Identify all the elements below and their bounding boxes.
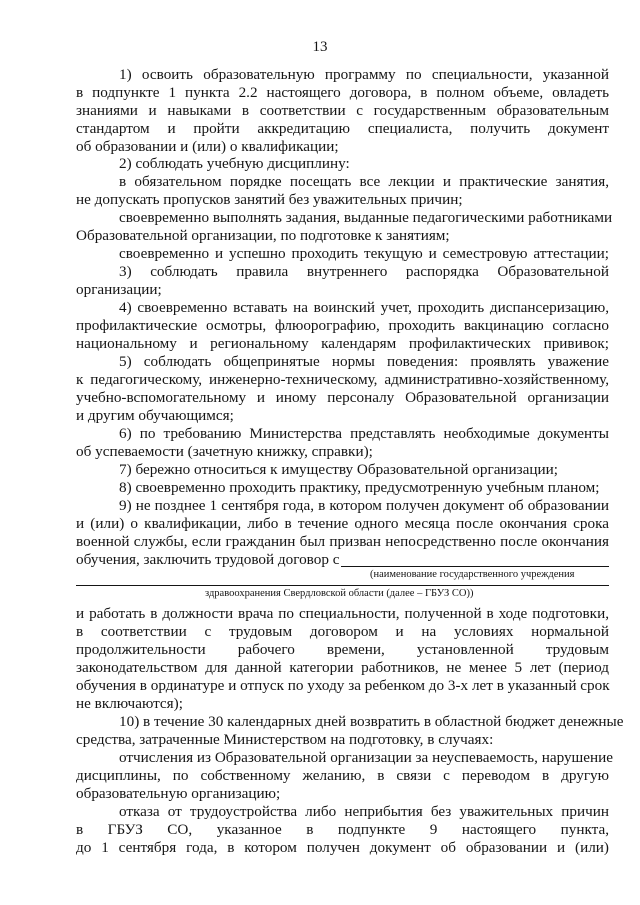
- text-line: 9) не позднее 1 сентября года, в котором получен документ об образовании: [119, 497, 609, 514]
- text-line: в обязательном порядке посещать все лекции и практические занятия,: [119, 173, 609, 190]
- text-line: организации;: [76, 281, 162, 298]
- text-line: 1) освоить образовательную программу по специальности, указанной: [119, 66, 609, 83]
- text-line: 7) бережно относиться к имуществу Образовательной организации;: [119, 461, 559, 478]
- text-line: об успеваемости (зачетную книжку, справки);: [76, 443, 373, 460]
- text-line: не допускать пропусков занятий без уважительных причин;: [76, 191, 463, 208]
- fill-in-blank-line: [76, 585, 609, 586]
- text-line: об образовании и (или) о квалификации;: [76, 138, 339, 155]
- text-line: и работать в должности врача по специальности, полученной в ходе подготовки,: [76, 605, 609, 622]
- text-line: 8) своевременно проходить практику, предусмотренную учебным планом;: [119, 479, 600, 496]
- text-line: 4) своевременно вставать на воинский учет, проходить диспансеризацию,: [119, 299, 609, 316]
- text-line: отказа от трудоустройства либо неприбытия без уважительных причин: [119, 803, 609, 820]
- text-line: знаниями и навыками в соответствии с государственным образовательным: [76, 102, 609, 119]
- text-line: стандартом и пройти аккредитацию специалиста, получить документ: [76, 120, 609, 137]
- text-line: продолжительности рабочего времени, установленной трудовым: [76, 641, 609, 658]
- text-line: в подпункте 1 пункта 2.2 настоящего договора, в полном объеме, овладеть: [76, 84, 609, 101]
- page-number: 13: [312, 39, 328, 55]
- fill-in-blank-line: [341, 566, 609, 567]
- caption-line: здравоохранения Свердловской области (далее – ГБУЗ СО)): [205, 588, 474, 599]
- text-line: военной службы, если гражданин был призван непосредственно после окончания: [76, 533, 609, 550]
- text-line: Образовательной организации, по подготовке к занятиям;: [76, 227, 450, 244]
- text-line: отчисления из Образовательной организации за неуспеваемость, нарушение: [119, 749, 613, 766]
- text-line: и другим обучающимся;: [76, 407, 234, 424]
- text-line: учебно-вспомогательному и иному персоналу Образовательной организации: [76, 389, 609, 406]
- text-line: национальному и региональному календарям профилактических прививок;: [76, 335, 609, 352]
- text-line: обучения, заключить трудовой договор с: [76, 551, 340, 568]
- text-line: к педагогическому, инженерно-техническому, административно-хозяйственному,: [76, 371, 609, 388]
- text-line: средства, затраченные Министерством на подготовку, в случаях:: [76, 731, 494, 748]
- text-line: до 1 сентября года, в котором получен документ об образовании и (или): [76, 839, 609, 856]
- text-line: профилактические осмотры, флюорографию, проходить вакцинацию согласно: [76, 317, 609, 334]
- text-line: в ГБУЗ СО, указанное в подпункте 9 настоящего пункта,: [76, 821, 609, 838]
- text-line: и (или) о квалификации, либо в течение одного месяца после окончания срока: [76, 515, 609, 532]
- text-line: 2) соблюдать учебную дисциплину:: [119, 155, 350, 172]
- caption-line: (наименование государственного учреждения: [370, 569, 575, 580]
- text-line: в соответствии с трудовым договором и на условиях нормальной: [76, 623, 609, 640]
- text-line: обучения в ординатуре и отпуск по уходу за ребенком до 3-х лет в указанный срок: [76, 677, 610, 694]
- text-line: своевременно и успешно проходить текущую и семестровую аттестации;: [119, 245, 609, 262]
- text-line: 3) соблюдать правила внутреннего распорядка Образовательной: [119, 263, 609, 280]
- text-line: своевременно выполнять задания, выданные педагогическими работниками: [119, 209, 613, 226]
- text-line: дисциплины, по собственному желанию, в связи с переводом в другую: [76, 767, 609, 784]
- text-line: 10) в течение 30 календарных дней возвратить в областной бюджет денежные: [119, 713, 624, 730]
- text-line: образовательную организацию;: [76, 785, 281, 802]
- text-line: законодательством для данной категории работников, не менее 5 лет (период: [76, 659, 609, 676]
- text-line: 5) соблюдать общепринятые нормы поведения: проявлять уважение: [119, 353, 609, 370]
- text-line: 6) по требованию Министерства представлять необходимые документы: [119, 425, 609, 442]
- text-line: не включаются);: [76, 695, 183, 712]
